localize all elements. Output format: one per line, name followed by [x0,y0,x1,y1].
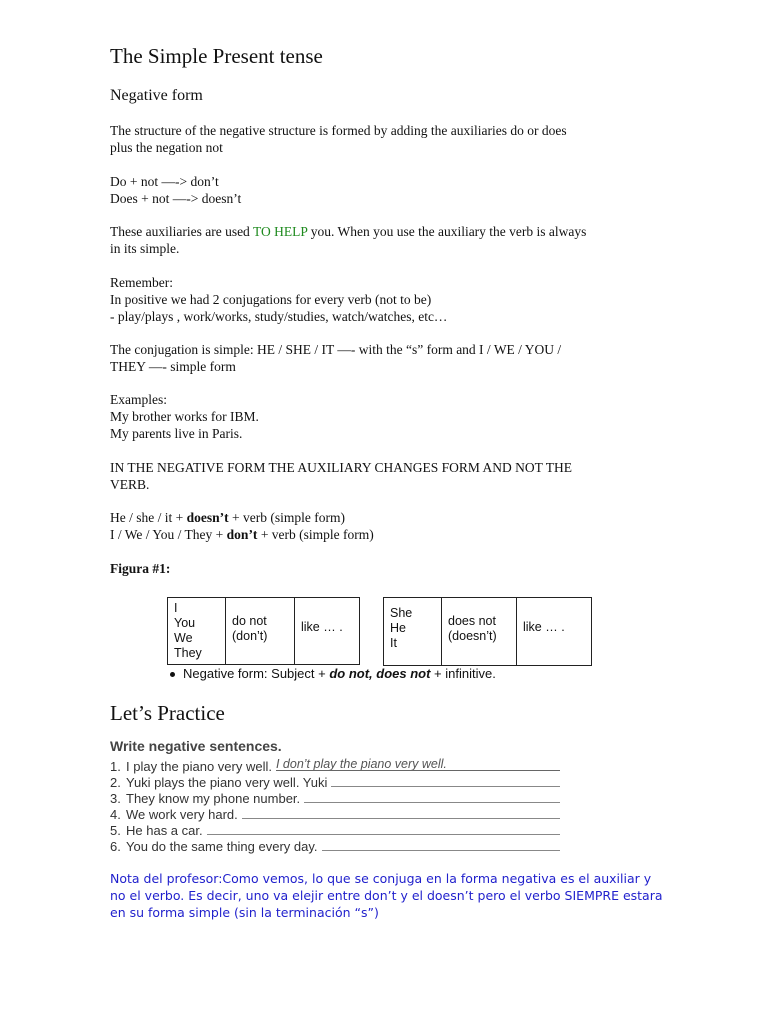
item-text: You do the same thing every day. [126,839,318,854]
verb-cell: like … . [517,598,592,666]
answer-line[interactable] [322,838,560,851]
caps-note-line-1: IN THE NEGATIVE FORM THE AUXILIARY CHANGES FORM AND NOT THE [110,460,573,475]
subject-we: We [174,631,193,645]
answer-line[interactable] [242,806,560,819]
subject-he: He [390,621,406,635]
teacher-note: Nota del profesor:Como vemos, lo que se conjuga en la forma negativa es el auxiliar y no el verbo. Es decir, uno va elejir entre don’t y el doesn’t pero el verbo SIEMPRE estara en su forma simple (sin la terminación “s”) [110,871,663,920]
caption-after: + infinitive. [430,666,496,681]
aux-does-not: does not [448,614,496,628]
aux-text-after: you. When you use the auxiliary the verb is always [307,224,587,239]
form1-after: + verb (simple form) [228,510,345,525]
exercise-item [110,806,560,822]
exercise-item [110,838,560,854]
subject-she: She [390,606,413,620]
auxiliary-line-1 [110,223,586,240]
caption-bold: do not, does not [329,666,431,681]
exercise-title: Write negative sentences. [110,738,282,754]
figure-caption [170,666,496,681]
item-text: He has a car. [126,823,203,838]
item-text: We work very hard. [126,807,238,822]
item-number: 2. [110,775,121,790]
auxiliary-line-2: in its simple. [110,241,180,256]
aux-doesnt: (doesn’t) [448,629,497,643]
item-number: 6. [110,839,121,854]
conjugation-line-1: The conjugation is simple: HE / SHE / IT —- with the “s” form and I / WE / YOU / [110,342,562,357]
exercise-item [110,774,560,790]
exercise-item [110,822,560,838]
aux-text-before: These auxiliaries are used [110,224,253,239]
rule-does-not: Does + not —-> doesn’t [110,191,242,206]
answer-line[interactable] [207,822,560,835]
section-subtitle: Negative form [110,87,203,104]
item-text: I play the piano very well. [126,759,272,774]
subjects-cell [384,598,442,666]
exercise-item [110,790,560,806]
exercise-block [110,738,560,854]
answer-line[interactable] [304,790,560,803]
item-number: 3. [110,791,121,806]
aux-cell [442,598,517,666]
conjugation-line-2: THEY —- simple form [110,359,236,374]
aux-do-not: do not [232,614,267,628]
example-1: My brother works for IBM. [110,409,259,424]
caption-before: Negative form: Subject + [183,666,330,681]
rule-do-not: Do + not —-> don’t [110,174,219,189]
subject-i: I [174,601,178,615]
aux-cell [226,598,295,665]
answer-line[interactable]: I don’t play the piano very well. [276,758,560,771]
remember-line-1: In positive we had 2 conjugations for every verb (not to be) [110,292,432,307]
intro-line-1: The structure of the negative structure is formed by adding the auxiliaries do or does [110,123,567,138]
caps-note-line-2: VERB. [110,477,150,492]
form1-before: He / she / it + [110,510,187,525]
item-text: They know my phone number. [126,791,301,806]
bullet-icon [170,672,175,677]
form1-doesnt: doesn’t [186,510,229,525]
verb-cell: like … . [295,598,360,665]
subject-they: They [174,646,202,660]
subjects-cell [168,598,226,665]
item-number: 1. [110,759,121,774]
exercise-item [110,758,560,774]
remember-line-2: - play/plays , work/works, study/studies, watch/watches, etc… [110,309,448,324]
form2-dont: don’t [226,527,258,542]
page-title: The Simple Present tense [110,44,323,68]
item-text: Yuki plays the piano very well. Yuki [126,775,328,790]
item-number: 5. [110,823,121,838]
figure-table-do-not [167,597,360,665]
subject-it: It [390,636,397,650]
subject-you: You [174,616,196,630]
example-2: My parents live in Paris. [110,426,243,441]
form-he-she-it [110,509,345,526]
remember-heading: Remember: [110,275,173,290]
form-i-we-you-they [110,526,374,543]
to-help-highlight: TO HELP [252,224,308,239]
item-number: 4. [110,807,121,822]
aux-dont: (don’t) [232,629,268,643]
practice-heading: Let’s Practice [110,701,225,725]
examples-heading: Examples: [110,392,167,407]
figure-label: Figura #1: [110,561,171,576]
form2-after: + verb (simple form) [257,527,374,542]
form2-before: I / We / You / They + [110,527,227,542]
figure-table-does-not [383,597,592,666]
intro-line-2: plus the negation not [110,140,223,155]
answer-line[interactable] [331,774,560,787]
